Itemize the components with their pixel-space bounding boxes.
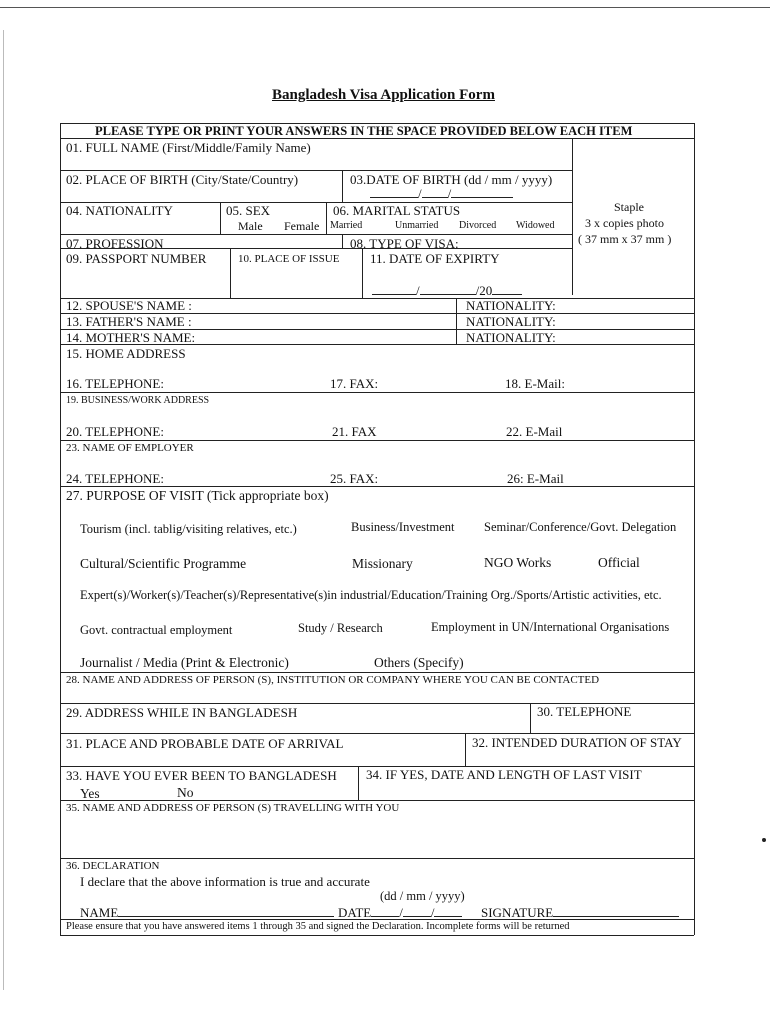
divider [60,672,694,673]
travel-companions-label: 35. NAME AND ADDRESS OF PERSON (S) TRAVELLING WITH YOU [66,802,400,814]
scan-top-border [0,7,770,8]
declaration-text: I declare that the above information is true and accurate [80,874,370,889]
employer-telephone-label: 24. TELEPHONE: [66,471,164,486]
expiry-year-prefix: 20 [479,283,493,298]
divider [60,919,694,920]
sex-label: 05. SEX [226,203,271,218]
scan-left-border [3,30,4,990]
marital-status-label: 06. MARITAL STATUS [333,203,461,218]
date-of-birth-label: 03.DATE OF BIRTH (dd / mm / yyyy) [350,172,553,187]
profession-label: 07. PROFESSION [66,236,164,251]
previous-visit-label: 33. HAVE YOU EVER BEEN TO BANGLADESH [66,768,337,783]
photo-staple-label: Staple [614,200,644,214]
duration-of-stay-label: 32. INTENDED DURATION OF STAY [472,735,682,750]
business-address-text: 19. BUSINESS/WORK ADDRESS [66,395,210,406]
divider [342,170,343,202]
footer-note: Please ensure that you have answered items 1 through 35 and signed the Declaration. Incomplete forms will be returned [66,921,570,932]
declaration-label: 36. DECLARATION [66,860,160,872]
purpose-of-visit-label: 27. PURPOSE OF VISIT (Tick appropriate box) [66,488,329,503]
purpose-study-option[interactable]: Study / Research [298,621,383,635]
home-fax-label: 17. FAX: [330,376,379,391]
divider [362,248,363,298]
home-address-label: 15. HOME ADDRESS [66,346,186,361]
divider [220,202,221,234]
nationality-label: 04. NATIONALITY [66,203,173,218]
declaration-signature-field[interactable] [481,905,679,919]
divider [530,703,531,733]
divider [465,733,466,766]
purpose-others-option[interactable]: Others (Specify) [374,655,464,670]
date-of-expiry-label: 11. DATE OF EXPIRTY [370,251,500,266]
purpose-ngo-option[interactable]: NGO Works [484,555,552,570]
date-label: DATE [338,905,372,920]
instructions-header: PLEASE TYPE OR PRINT YOUR ANSWERS IN THE SPACE PROVIDED BELOW EACH ITEM [95,124,633,138]
divider [358,766,359,800]
divider [60,392,694,393]
place-of-birth-label: 02. PLACE OF BIRTH (City/State/Country) [66,172,299,187]
date-of-expiry-field[interactable]: / /20 [372,283,522,297]
divider [60,440,694,441]
divider [60,733,694,734]
purpose-official-option[interactable]: Official [598,555,640,570]
purpose-business-option[interactable]: Business/Investment [351,520,455,534]
passport-number-label: 09. PASSPORT NUMBER [66,251,207,266]
purpose-seminar-option[interactable]: Seminar/Conference/Govt. Delegation [484,520,677,534]
frame-left [60,123,61,935]
photo-copies-label: 3 x copies photo [585,216,664,230]
date-of-birth-field[interactable]: / / [370,186,513,200]
divider [230,248,231,298]
divider [60,234,572,235]
name-label: NAME [80,905,119,920]
employer-fax-label: 25. FAX: [330,471,379,486]
arrival-label: 31. PLACE AND PROBABLE DATE OF ARRIVAL [66,736,344,751]
purpose-cultural-option[interactable]: Cultural/Scientific Programme [80,556,247,571]
father-nationality-label: NATIONALITY: [466,314,556,329]
date-format-hint: (dd / mm / yyyy) [380,889,465,903]
business-fax-label: 21. FAX [332,424,377,439]
purpose-expert-option[interactable]: Expert(s)/Worker(s)/Teacher(s)/Representative(s)in industrial/Education/Training Org./Sports/Artistic activities, etc. [80,588,662,602]
divider [60,170,572,171]
business-email-label: 22. E-Mail [506,424,563,439]
divider [456,298,457,344]
divider [60,344,694,345]
business-telephone-label: 20. TELEPHONE: [66,424,164,439]
employer-email-label: 26: E-Mail [507,471,564,486]
home-email-label: 18. E-Mail: [505,376,565,391]
marital-married-option[interactable]: Married [330,220,363,231]
marital-unmarried-option[interactable]: Unmarried [395,220,439,231]
home-telephone-label: 16. TELEPHONE: [66,376,164,391]
previous-visit-yes-option[interactable]: Yes [80,786,100,801]
father-name-label: 13. FATHER'S NAME : [66,314,192,329]
marital-divorced-option[interactable]: Divorced [459,220,497,231]
divider [326,202,327,234]
full-name-label: 01. FULL NAME (First/Middle/Family Name) [66,140,311,155]
form-title: Bangladesh Visa Application Form [272,87,495,103]
sex-male-option[interactable]: Male [238,219,263,233]
employer-name-label: 23. NAME OF EMPLOYER [66,442,194,454]
purpose-govt-contract-option[interactable]: Govt. contractual employment [80,623,233,637]
photo-size-label: ( 37 mm x 37 mm ) [578,232,672,246]
contact-person-label: 28. NAME AND ADDRESS OF PERSON (S), INSTITUTION OR COMPANY WHERE YOU CAN BE CONTACTED [66,674,600,686]
divider [60,858,694,859]
sex-female-option[interactable]: Female [284,219,320,233]
frame-right [694,123,695,935]
divider [60,800,694,801]
photo-box-left [572,138,573,295]
divider [60,138,694,139]
frame-bottom [60,935,694,936]
mother-nationality-label: NATIONALITY: [466,330,556,345]
telephone-in-bangladesh-label: 30. TELEPHONE [537,704,632,719]
purpose-missionary-option[interactable]: Missionary [352,556,413,571]
divider [60,486,694,487]
business-address-label [66,395,209,406]
spouse-nationality-label: NATIONALITY: [466,298,556,313]
address-in-bangladesh-label: 29. ADDRESS WHILE IN BANGLADESH [66,705,298,720]
mother-name-label: 14. MOTHER'S NAME: [66,330,196,345]
divider [342,234,343,248]
place-of-issue-label: 10. PLACE OF ISSUE [238,253,340,265]
scan-dot [762,838,766,842]
last-visit-label: 34. IF YES, DATE AND LENGTH OF LAST VISIT [366,767,642,782]
signature-label: SIGNATURE [481,905,554,920]
purpose-tourism-option[interactable]: Tourism (incl. tablig/visiting relatives, etc.) [80,522,297,536]
divider [60,248,572,249]
marital-widowed-option[interactable]: Widowed [516,220,555,231]
declaration-date-field[interactable]: DATE / / [338,905,462,919]
purpose-un-option[interactable]: Employment in UN/International Organisations [431,620,670,634]
spouse-name-label: 12. SPOUSE'S NAME : [66,298,192,313]
purpose-journalist-option[interactable]: Journalist / Media (Print & Electronic) [80,655,289,670]
type-of-visa-label: 08. TYPE OF VISA: [350,236,459,251]
declaration-name-field[interactable] [80,905,334,919]
previous-visit-no-option[interactable]: No [177,785,194,800]
